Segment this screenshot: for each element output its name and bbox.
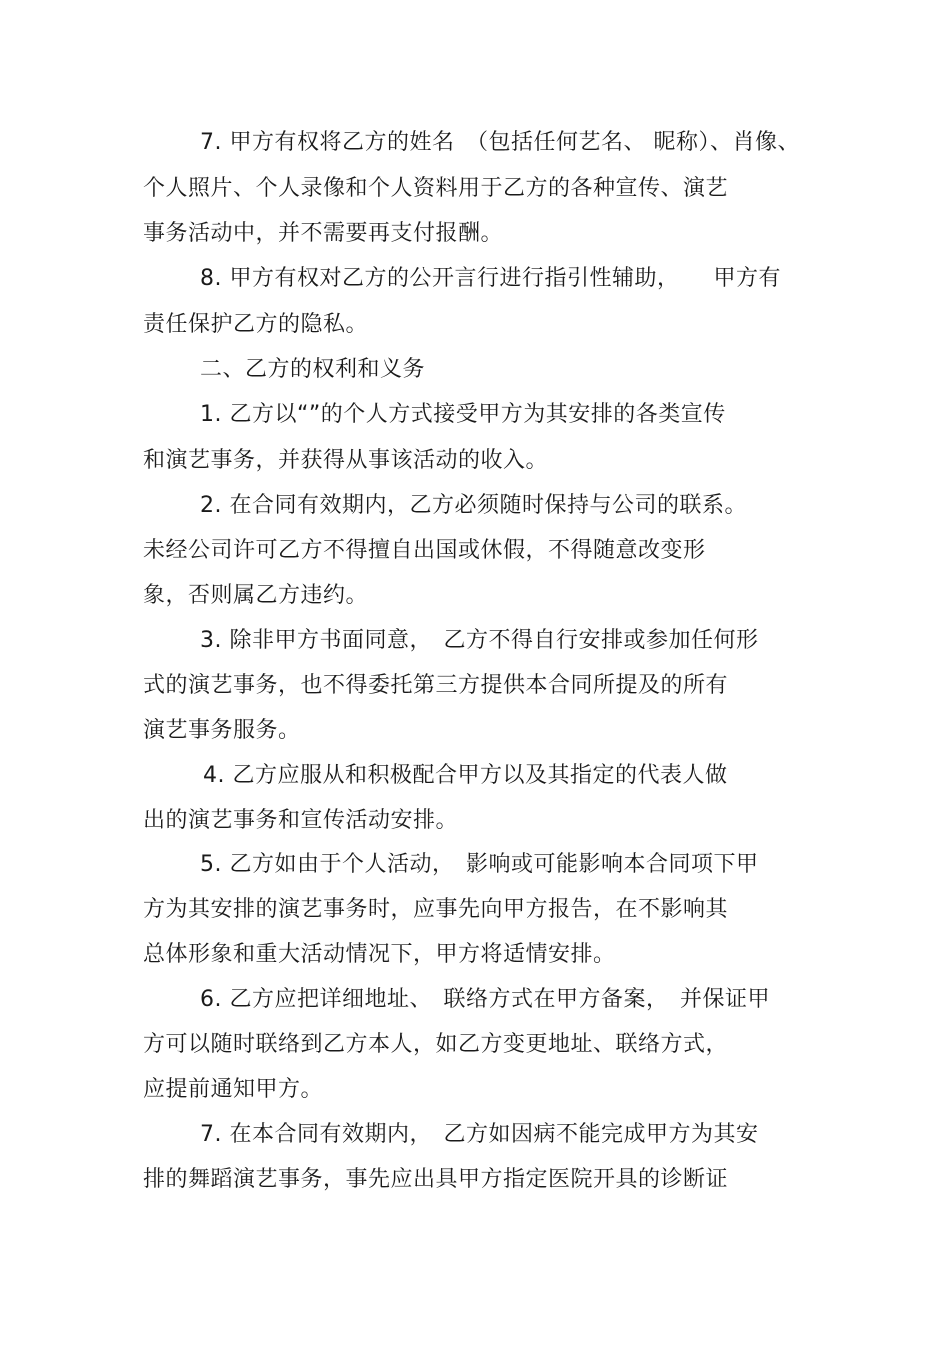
clause-b2-line-3: 象，否则属乙方违约。 xyxy=(143,583,369,608)
clause-b5-line-3: 总体形象和重大活动情况下，甲方将适情安排。 xyxy=(143,942,616,967)
clause-b4-line-1: 4. 乙方应服从和积极配合甲方以及其指定的代表人做 xyxy=(203,763,728,788)
clause-b6-line-2: 方可以随时联络到乙方本人，如乙方变更地址、联络方式， xyxy=(143,1032,729,1057)
clause-b1-line-1: 1. 乙方以“”的个人方式接受甲方为其安排的各类宣传 xyxy=(200,402,726,427)
clause-b3-line-2: 式的演艺事务，也不得委托第三方提供本合同所提及的所有 xyxy=(143,673,729,698)
clause-a7-line-3: 事务活动中，并不需要再支付报酬。 xyxy=(143,221,504,246)
clause-b7-line-2: 排的舞蹈演艺事务，事先应出具甲方指定医院开具的诊断证 xyxy=(143,1167,729,1192)
clause-b5-line-1: 5. 乙方如由于个人活动， 影响或可能影响本合同项下甲 xyxy=(200,852,759,877)
clause-a7-line-2: 个人照片、个人录像和个人资料用于乙方的各种宣传、演艺 xyxy=(143,176,729,201)
clause-a8-line-1: 8. 甲方有权对乙方的公开言行进行指引性辅助， 甲方有 xyxy=(200,266,781,291)
clause-b4-line-2: 出的演艺事务和宣传活动安排。 xyxy=(143,808,459,833)
clause-b5-line-2: 方为其安排的演艺事务时，应事先向甲方报告，在不影响其 xyxy=(143,897,729,922)
clause-b6-line-3: 应提前通知甲方。 xyxy=(143,1077,324,1102)
clause-b3-line-1: 3. 除非甲方书面同意， 乙方不得自行安排或参加任何形 xyxy=(200,628,759,653)
clause-a8-line-2: 责任保护乙方的隐私。 xyxy=(143,312,369,337)
section-heading: 二、乙方的权利和义务 xyxy=(200,357,426,382)
clause-b2-line-1: 2. 在合同有效期内，乙方必须随时保持与公司的联系。 xyxy=(200,493,747,518)
clause-a7-line-1: 7. 甲方有权将乙方的姓名 （包括任何艺名、 昵称）、肖像、 xyxy=(200,130,800,155)
clause-b1-line-2: 和演艺事务，并获得从事该活动的收入。 xyxy=(143,448,549,473)
clause-b6-line-1: 6. 乙方应把详细地址、 联络方式在甲方备案， 并保证甲 xyxy=(200,987,770,1012)
clause-b2-line-2: 未经公司许可乙方不得擅自出国或休假，不得随意改变形 xyxy=(143,538,706,563)
clause-b3-line-3: 演艺事务服务。 xyxy=(143,718,301,743)
clause-b7-line-1: 7. 在本合同有效期内， 乙方如因病不能完成甲方为其安 xyxy=(200,1122,759,1147)
